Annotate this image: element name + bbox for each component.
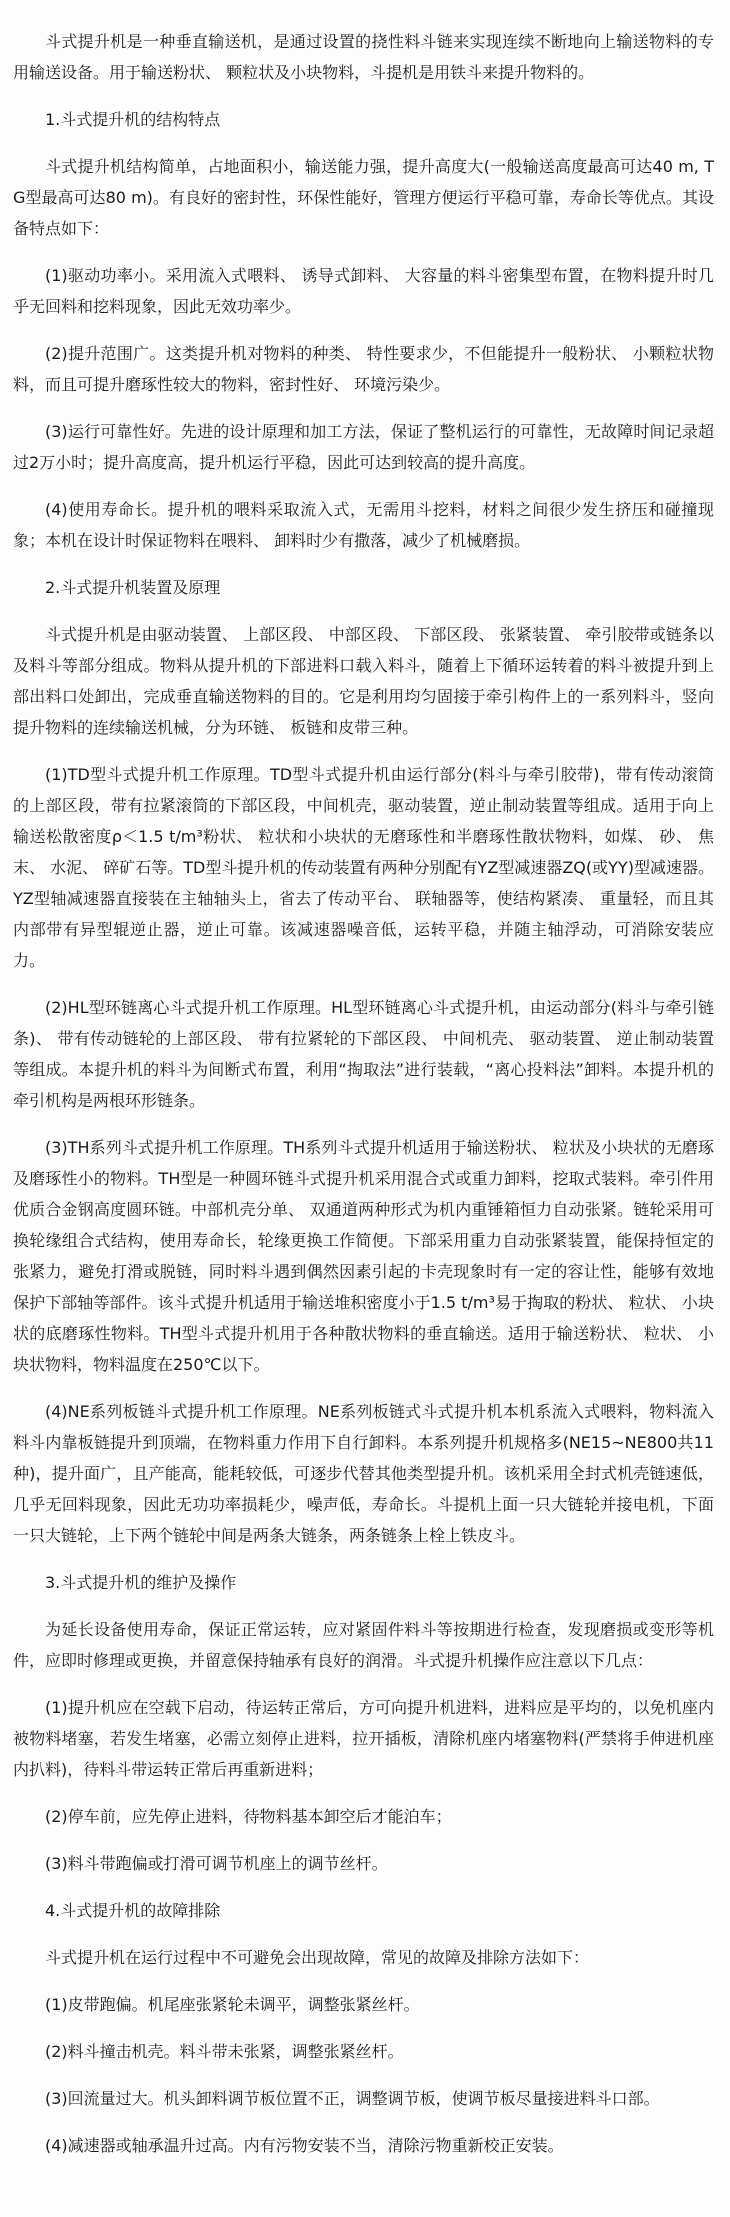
paragraph: (3)运行可靠性好。先进的设计原理和加工方法，保证了整机运行的可靠性，无故障时间记录超过2万小时；提升高度高，提升机运行平稳，因此可达到较高的提升高度。 bbox=[13, 422, 714, 472]
paragraph: 斗式提升机在运行过程中不可避免会出现故障，常见的故障及排除方法如下： bbox=[45, 1948, 590, 1967]
paragraph: (4)NE系列板链斗式提升机工作原理。NE系列板链式斗式提升机本机系流入式喂料，物料流入料斗内靠板链提升到顶端，在物料重力作用下自行卸料。本系列提升机规格多(NE15~NE800共11种)，提升面广，且产能高，能耗较低，可逐步代替其他类型提升机。该机采用全封式机壳链速低，几乎无回料现象，因此无功功率损耗少，噪声低，寿命长。斗提机上面一只大链轮并接电机，下面一只大链轮，上下两个链轮中间是两条大链条，两条链条上栓上铁皮斗。 bbox=[13, 1402, 714, 1545]
paragraph: (4)减速器或轴承温升过高。内有污物安装不当，清除污物重新校正安装。 bbox=[45, 2136, 564, 2155]
section-heading: 4.斗式提升机的故障排除 bbox=[45, 1901, 221, 1920]
paragraph: (1)驱动功率小。采用流入式喂料、 诱导式卸料、 大容量的料斗密集型布置，在物料提升时几乎无回料和挖料现象，因此无效功率少。 bbox=[13, 266, 714, 316]
paragraph: (1)TD型斗式提升机工作原理。TD型斗式提升机由运行部分(料斗与牵引胶带)，带有传动滚筒的上部区段，带有拉紧滚筒的下部区段，中间机壳，驱动装置，逆止制动装置等组成。适用于向上输送松散密度ρ＜1.5 t/m³粉状、 粒状和小块状的无磨琢性和半磨琢性散状物料，如煤、 砂、 焦末、 水泥、 碎矿石等。TD型斗提升机的传动装置有两种分别配有YZ型减速器ZQ(或YY)型减速器。YZ型轴减速器直接装在主轴轴头上，省去了传动平台、 联轴器等，使结构紧凑、 重量轻，而且其内部带有异型辊逆止器，逆止可靠。该减速器噪音低，运转平稳，并随主轴浮动，可消除安装应力。 bbox=[13, 765, 714, 970]
paragraph: (1)提升机应在空载下启动，待运转正常后，方可向提升机进料，进料应是平均的，以免机座内被物料堵塞，若发生堵塞，必需立刻停止进料，拉开插板，清除机座内堵塞物料(严禁将手伸进机座内扒料)，待料斗带运转正常后再重新进料； bbox=[13, 1698, 714, 1779]
paragraph: 斗式提升机结构简单，占地面积小，输送能力强，提升高度大(一般输送高度最高可达40 m, TG型最高可达80 m)。有良好的密封性，环保性能好，管理方便运行平稳可靠，寿命长等优点。其设备特点如下： bbox=[13, 157, 714, 238]
paragraph: (2)料斗撞击机壳。料斗带未张紧，调整张紧丝杆。 bbox=[45, 2042, 404, 2061]
paragraph: (3)回流量过大。机头卸料调节板位置不正，调整调节板，使调节板尽量接进料斗口部。 bbox=[45, 2089, 660, 2108]
paragraph: 斗式提升机是一种垂直输送机，是通过设置的挠性料斗链来实现连续不断地向上输送物料的专用输送设备。用于输送粉状、 颗粒状及小块物料，斗提机是用铁斗来提升物料的。 bbox=[13, 32, 714, 82]
paragraph: 斗式提升机是由驱动装置、 上部区段、 中部区段、 下部区段、 张紧装置、 牵引胶带或链条以及料斗等部分组成。物料从提升机的下部进料口载入料斗，随着上下循环运转着的料斗被提升到上部出料口处卸出，完成垂直输送物料的目的。它是利用均匀固接于牵引构件上的一系列料斗，竖向提升物料的连续输送机械，分为环链、 板链和皮带三种。 bbox=[13, 625, 714, 737]
paragraph: (2)停车前，应先停止进料，待物料基本卸空后才能泊车； bbox=[45, 1807, 452, 1826]
paragraph: (3)料斗带跑偏或打滑可调节机座上的调节丝杆。 bbox=[45, 1854, 388, 1873]
paragraph: (2)HL型环链离心斗式提升机工作原理。HL型环链离心斗式提升机，由运动部分(料斗与牵引链条)、 带有传动链轮的上部区段、 带有拉紧轮的下部区段、 中间机壳、 驱动装置、 逆止制动装置等组成。本提升机的料斗为间断式布置，利用“掏取法”进行装载，“离心投料法”卸料。本提升机的牵引机构是两根环形链条。 bbox=[13, 998, 714, 1110]
section-heading: 2.斗式提升机装置及原理 bbox=[45, 578, 221, 597]
paragraph: 为延长设备使用寿命，保证正常运转，应对紧固件料斗等按期进行检查，发现磨损或变形等机件，应即时修理或更换，并留意保持轴承有良好的润滑。斗式提升机操作应注意以下几点： bbox=[13, 1620, 714, 1670]
section-heading: 1.斗式提升机的结构特点 bbox=[45, 110, 221, 129]
section-heading: 3.斗式提升机的维护及操作 bbox=[45, 1573, 237, 1592]
paragraph: (2)提升范围广。这类提升机对物料的种类、 特性要求少，不但能提升一般粉状、 小颗粒状物料，而且可提升磨琢性较大的物料，密封性好、 环境污染少。 bbox=[13, 344, 714, 394]
document-body bbox=[13, 26, 714, 2161]
paragraph: (3)TH系列斗式提升机工作原理。TH系列斗式提升机适用于输送粉状、 粒状及小块状的无磨琢及磨琢性小的物料。TH型是一种圆环链斗式提升机采用混合式或重力卸料，挖取式装料。牵引件用优质合金钢高度圆环链。中部机壳分单、 双通道两种形式为机内重锤箱恒力自动张紧。链轮采用可换轮缘组合式结构，使用寿命长，轮缘更换工作简便。下部采用重力自动张紧装置，能保持恒定的张紧力，避免打滑或脱链，同时料斗遇到偶然因素引起的卡壳现象时有一定的容让性，能够有效地保护下部轴等部件。该斗式提升机适用于输送堆积密度小于1.5 t/m³易于掏取的粉状、 粒状、 小块状的底磨琢性物料。TH型斗式提升机用于各种散状物料的垂直输送。适用于输送粉状、 粒状、 小块状物料，物料温度在250℃以下。 bbox=[13, 1138, 714, 1374]
paragraph: (4)使用寿命长。提升机的喂料采取流入式，无需用斗挖料，材料之间很少发生挤压和碰撞现象；本机在设计时保证物料在喂料、 卸料时少有撒落，减少了机械磨损。 bbox=[13, 500, 714, 550]
paragraph: (1)皮带跑偏。机尾座张紧轮未调平，调整张紧丝杆。 bbox=[45, 1995, 420, 2014]
